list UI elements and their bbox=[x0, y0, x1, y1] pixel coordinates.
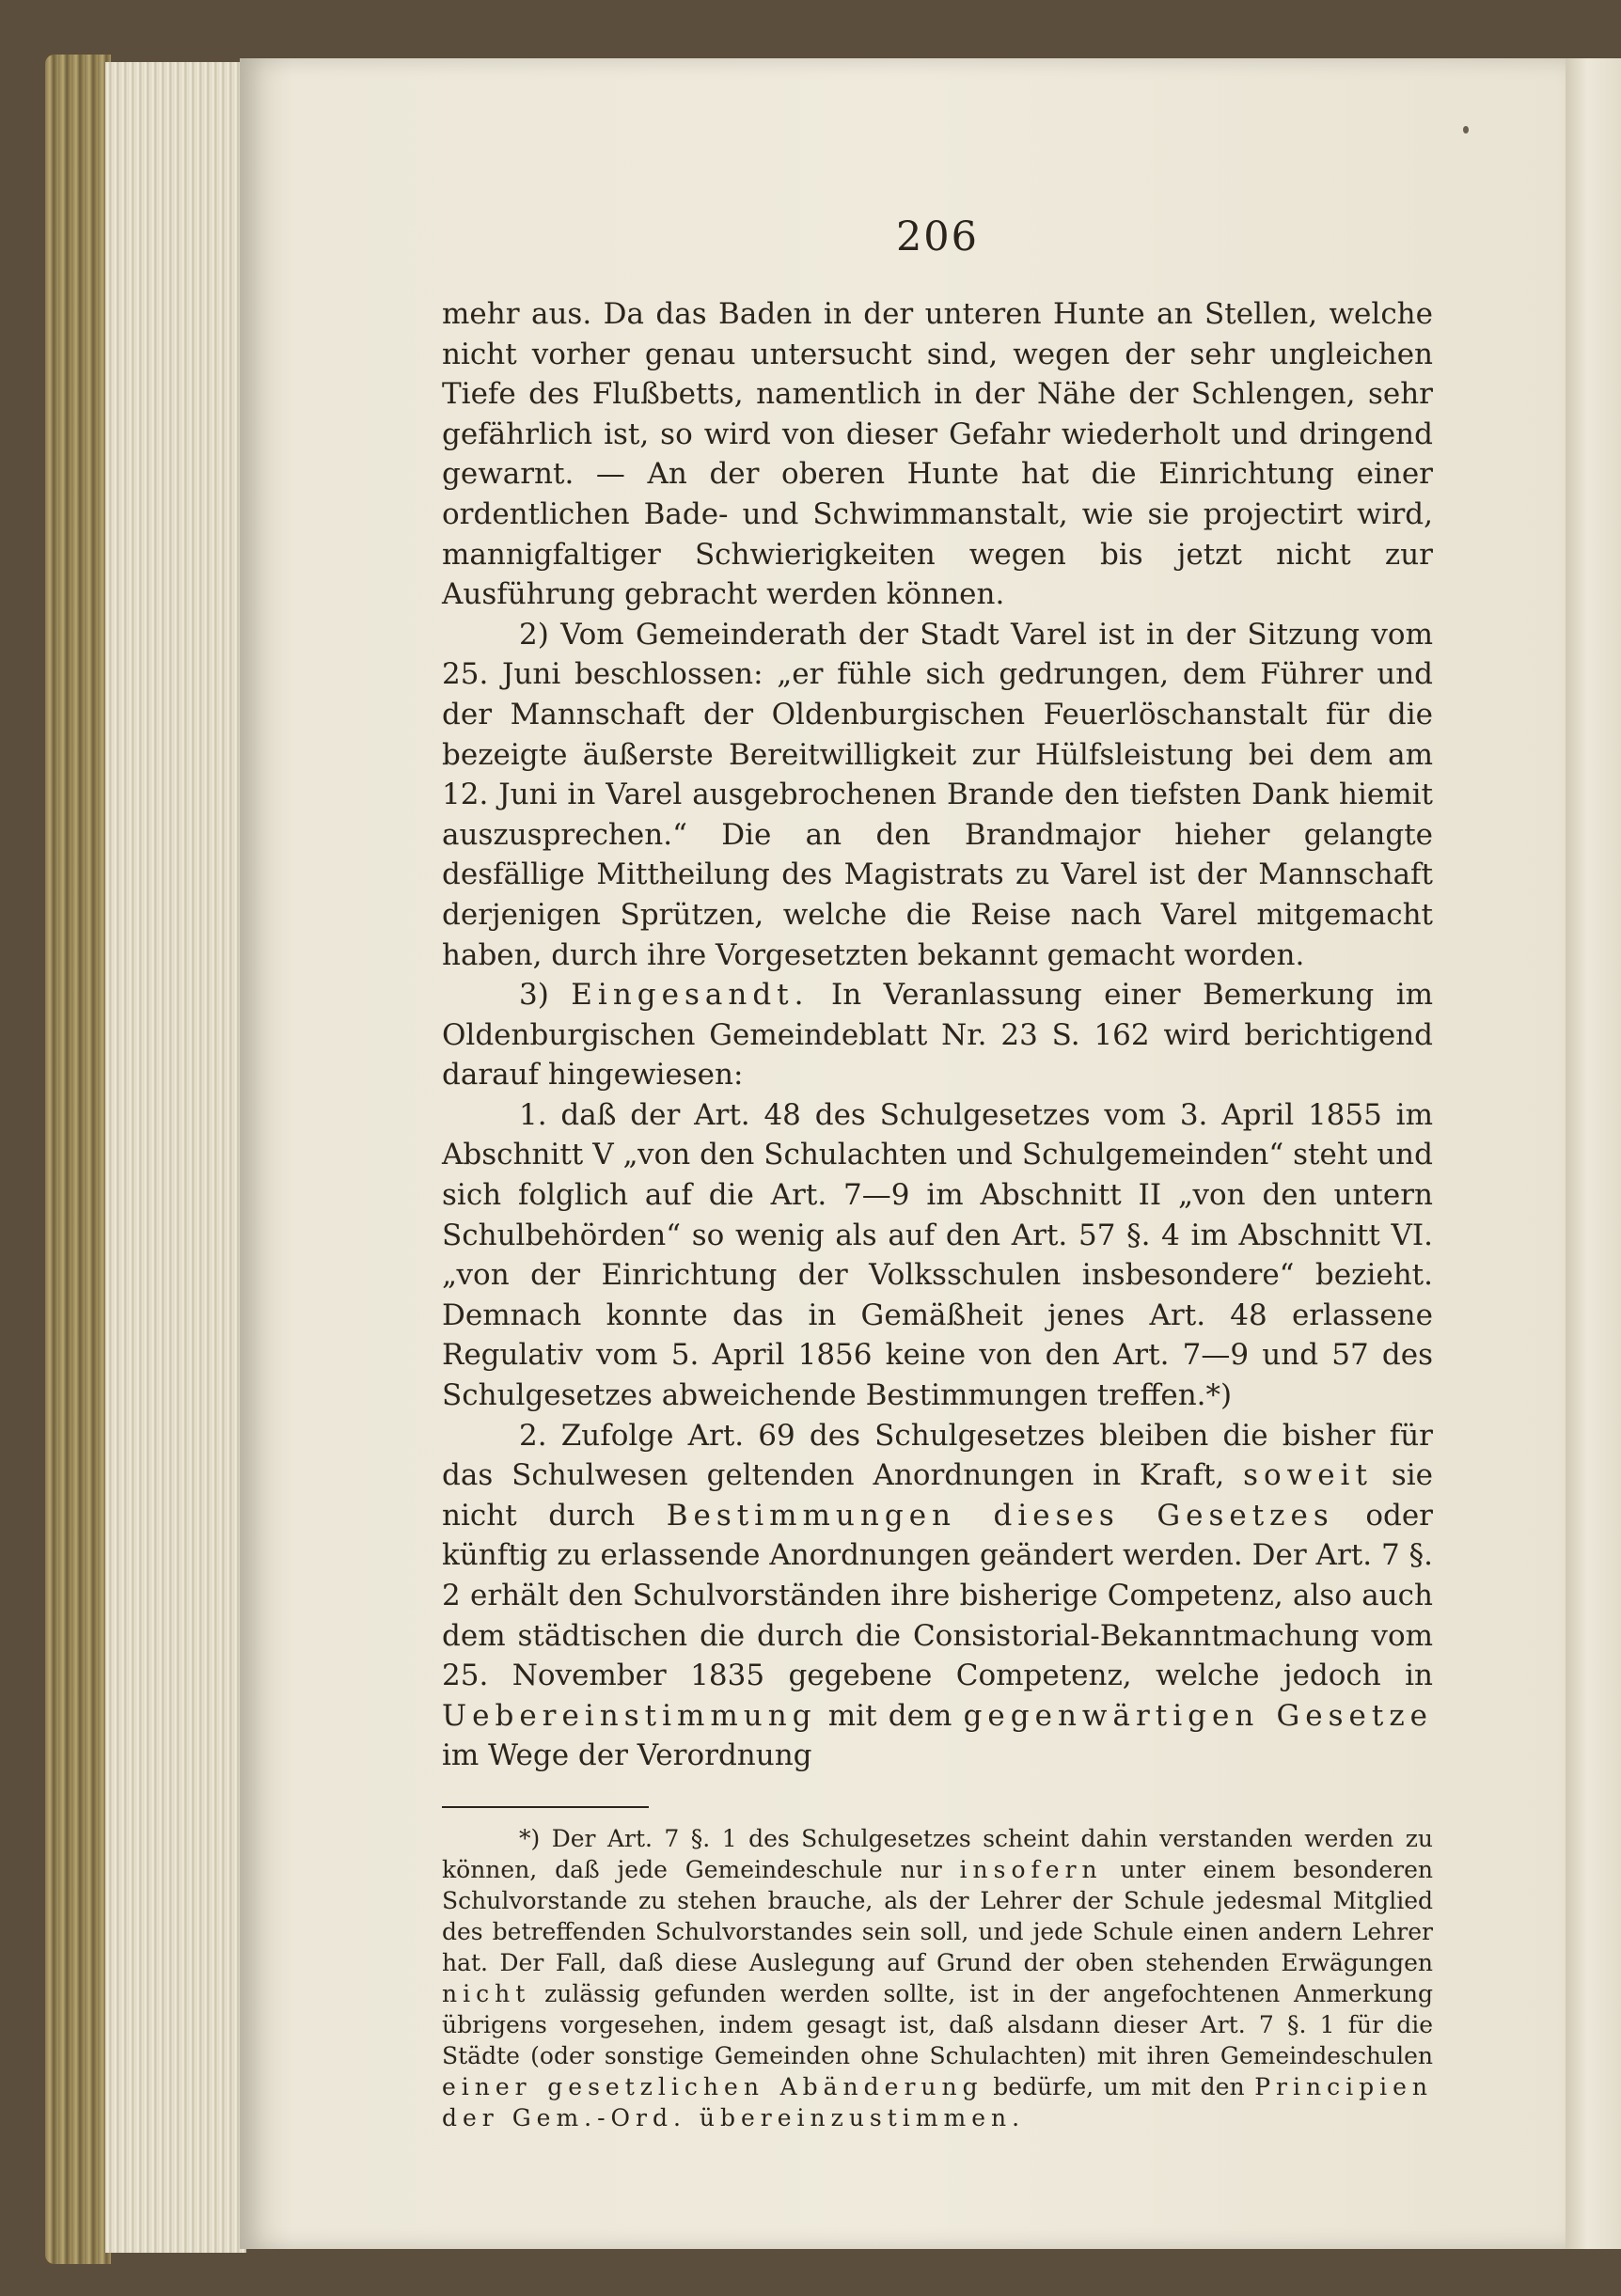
paragraph-5-spaced-h: gegenwärtigen Gesetze bbox=[963, 1698, 1433, 1733]
facing-page-edge bbox=[1565, 58, 1621, 2249]
page-speck bbox=[1463, 126, 1469, 134]
paragraph-5 bbox=[442, 1416, 1433, 1776]
paragraph-3-heading: Eingesandt. bbox=[571, 978, 810, 1013]
book-cover-edge bbox=[45, 55, 111, 2264]
paragraph-5-part-g: mit dem bbox=[827, 1698, 952, 1733]
paragraph-3 bbox=[442, 975, 1433, 1095]
paragraph-5-spaced-f: Uebereinstimmung bbox=[442, 1698, 817, 1733]
footnote bbox=[442, 1823, 1433, 2133]
footnote-spaced-f: einer gesetzlichen Abänderung bbox=[442, 2072, 984, 2100]
footnote-spaced-h: Principien der Gem.-Ord. übereinzustimmen. bbox=[442, 2072, 1433, 2131]
paragraph-1: mehr aus. Da das Baden in der unteren Hunte an Stellen, welche nicht vorher genau untersucht sind, wegen der sehr ungleichen Tiefe des Flußbetts, namentlich in der Nähe der Schlengen, sehr gefährlich ist, so wird von dieser Gefahr wiederholt und dringend gewarnt. — An der oberen Hunte hat die Einrichtung einer ordentlichen Bade- und Schwimmanstalt, wie sie projectirt wird, mannigfaltiger Schwierigkeiten wegen bis jetzt nicht zur Ausführung gebracht werden können. bbox=[442, 297, 1433, 612]
footnote-spaced-d: nicht bbox=[442, 1979, 531, 2007]
footnote-part-g: bedürfe, um mit den bbox=[993, 2072, 1245, 2100]
paragraph-5-spaced-b: soweit bbox=[1243, 1458, 1373, 1493]
footnote-text bbox=[442, 1823, 1433, 2133]
paragraph-3-number: 3) bbox=[519, 978, 549, 1013]
paragraph-5-spaced-d: Bestimmungen dieses Gesetzes bbox=[666, 1498, 1334, 1533]
body-text bbox=[442, 294, 1433, 1776]
paragraph-5-part-c: sie nicht durch bbox=[442, 1458, 1433, 1533]
paragraph-5-part-i: im Wege der Verordnung bbox=[442, 1738, 812, 1773]
page-stack-edge bbox=[105, 62, 246, 2253]
footnote-divider bbox=[442, 1806, 649, 1808]
paragraph-2: 2) Vom Gemeinderath der Stadt Varel ist in der Sitzung vom 25. Juni beschlossen: „er fühle sich gedrungen, dem Führer und der Mannschaft der Oldenburgischen Feuerlöschanstalt für die bezeigte äußerste Bereitwilligkeit zur Hülfsleistung bei dem am 12. Juni in Varel ausgebrochenen Brande den tiefsten Dank hiemit auszusprechen.“ Die an den Brandmajor hieher gelangte desfällige Mittheilung des Magistrats zu Varel ist der Mannschaft derjenigen Sprützen, welche die Reise nach Varel mitgemacht haben, durch ihre Vorgesetzten bekannt gemacht worden. bbox=[442, 617, 1433, 972]
paragraph-4: 1. daß der Art. 48 des Schulgesetzes vom 3. April 1855 im Abschnitt V „von den Schulachten und Schulgemeinden“ steht und sich folglich auf die Art. 7—9 im Abschnitt II „von den untern Schulbehörden“ so wenig als auf den Art. 57 §. 4 im Abschnitt VI. „von der Einrichtung der Volksschulen insbesondere“ bezieht. Demnach konnte das in Gemäßheit jenes Art. 48 erlassene Regulativ vom 5. April 1856 keine von den Art. 7—9 und 57 des Schulgesetzes abweichende Bestimmungen treffen.*) bbox=[442, 1097, 1433, 1413]
paragraph-3-text: In Veranlassung einer Bemerkung im Oldenburgischen Gemeindeblatt Nr. 23 S. 162 wird berichtigend darauf hingewiesen: bbox=[442, 978, 1434, 1093]
footnote-spaced-b: insofern bbox=[959, 1855, 1103, 1883]
page-content bbox=[442, 193, 1433, 2133]
paragraph-5-part-e: oder künftig zu erlassende Anordnungen geändert werden. Der Art. 7 §. 2 erhält den Schulvorständen ihre bisherige Competenz, also auch dem städtischen die durch die Consistorial-Bekanntmachung vom 25. November 1835 gegebene Competenz, welche jedoch in bbox=[442, 1498, 1433, 1693]
footnote-part-e: zulässig gefunden werden sollte, ist in der angefochtenen Anmerkung übrigens vorgesehen, indem gesagt ist, daß alsdann dieser Art. 7 §. 1 für die Städte (oder sonstige Gemeinden ohne Schulachten) mit ihren Gemeindeschulen bbox=[442, 1979, 1433, 2069]
page-number: 206 bbox=[895, 213, 980, 260]
footnote-part-a: *) Der Art. 7 §. 1 des Schulgesetzes scheint dahin verstanden werden zu können, daß jede Gemeindeschule nur bbox=[442, 1824, 1433, 1883]
paragraph-5-part-a: 2. Zufolge Art. 69 des Schulgesetzes bleiben die bisher für das Schulwesen geltenden Anordnungen in Kraft, bbox=[442, 1418, 1433, 1493]
footnote-part-c: unter einem besonderen Schulvorstande zu stehen brauche, als der Lehrer der Schule jedesmal Mitglied des betreffenden Schulvorstandes sein soll, und jede Schule einen andern Lehrer hat. Der Fall, daß diese Auslegung auf Grund der oben stehenden Erwägungen bbox=[442, 1855, 1433, 1976]
